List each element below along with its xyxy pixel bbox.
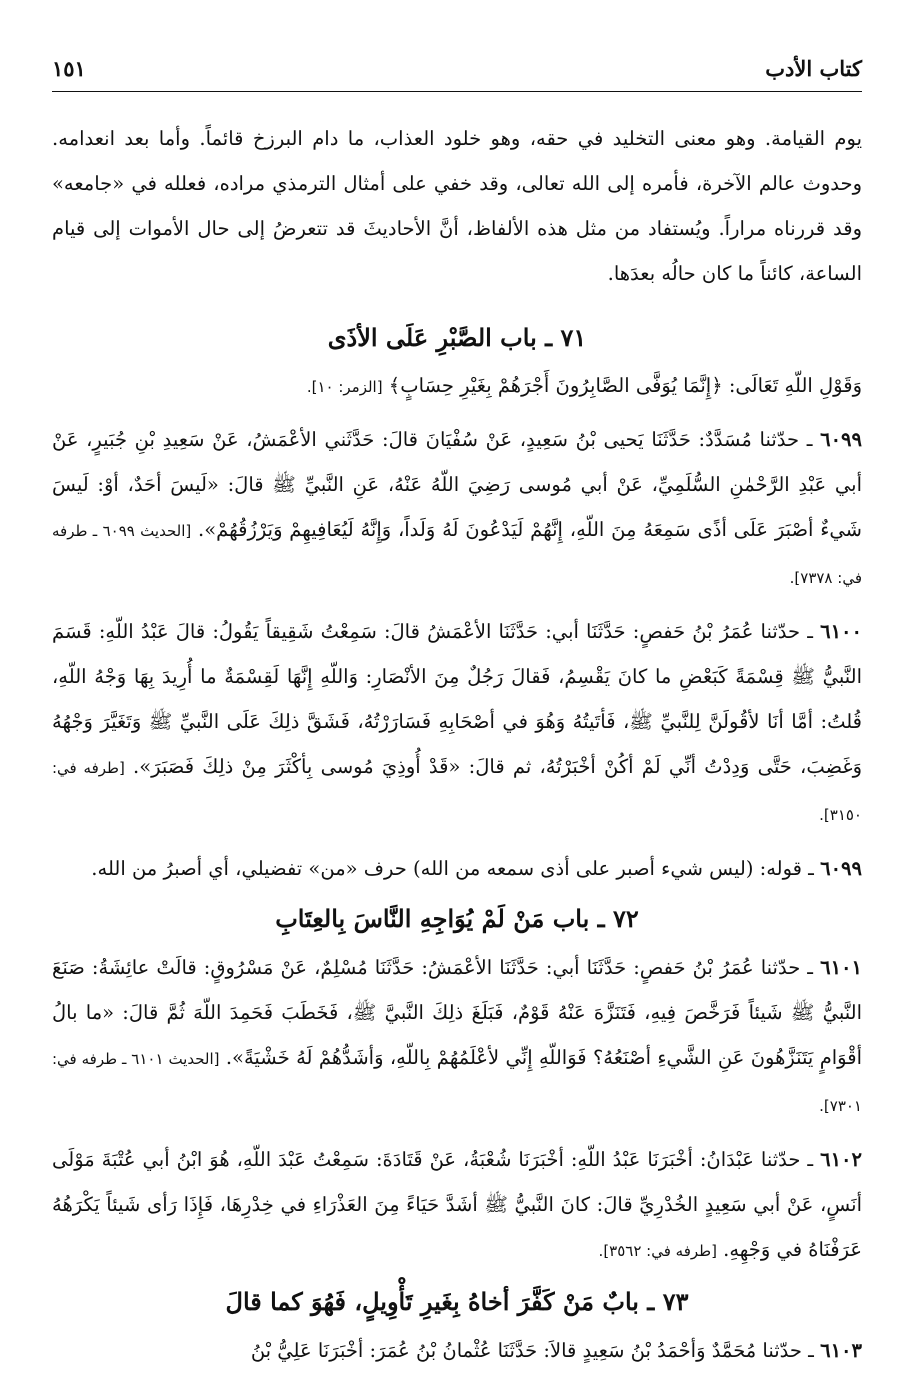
chapter-heading-73: ٧٣ ـ بابٌ مَنْ كَفَّرَ أخاهُ بِغَيرِ تَأْوِيلٍ، فَهُوَ كما قالَ bbox=[225, 1287, 689, 1316]
commentary-6099 bbox=[52, 846, 862, 891]
commentary-text: ـ قوله: (ليس شيء أصبر على أذى سمعه من الله) حرف «من» تفضيلي، أي أصبرُ من الله. bbox=[91, 857, 821, 880]
hadith-number: ٦١٠٣ bbox=[820, 1339, 862, 1362]
running-header bbox=[52, 56, 862, 92]
hadith-6099 bbox=[52, 417, 862, 601]
book-title: كتاب الأدب bbox=[765, 56, 862, 81]
page-number: ١٥١ bbox=[52, 56, 86, 81]
hadith-text: ـ حدّثنا عُمَرُ بْنُ حَفصٍ: حَدَّثَنَا أبي: حَدَّثَنَا الأعْمَشُ: حَدَّثَنَا مُسْلِمٌ، عَنْ مَسْرُوقٍ: قالَتْ عائِشَةُ: صَنَعَ النَّبيُّ ﷺ شَيئاً فَرَخَّصَ فِيهِ، فَتَنَزَّهَ عَنْهُ قَوْمٌ، فَبَلَغَ ذلِكَ النَّبيَّ ﷺ، فَخَطَبَ فَحَمِدَ اللّهَ ثُمَّ قالَ: «ما بالُ أقْوَامٍ يَتَنَزَّهُونَ عَنِ الشَّيءِ أصْنَعُهُ؟ فَوَاللّهِ إِنِّي لأعْلَمُهُمْ بِاللّهِ، وَأشَدُّهُمْ لَهُ خَشْيَةً». bbox=[52, 956, 862, 1069]
hadith-6103 bbox=[52, 1328, 862, 1373]
hadith-text: ـ حدّثنا عَبْدَانُ: أخْبَرَنَا عَبْدُ اللّهِ: أخْبَرَنَا شُعْبَةُ، عَنْ قَتَادَةَ: سَمِعْتُ عَبْدَ اللّهِ، هُوَ ابْنُ أبي عُتْبَةَ مَوْلَى أنَسٍ، عَنْ أبي سَعِيدٍ الخُدْرِيِّ قالَ: كانَ النَّبيُّ ﷺ أشَدَّ حَيَاءً مِنَ العَذْرَاءِ في خِدْرِهَا، فَإِذَا رَأى شَيئاً يَكْرَهُهُ عَرَفْنَاهُ في وَجْهِهِ. bbox=[52, 1148, 862, 1261]
chapter-heading-72: ٧٢ ـ باب مَنْ لَمْ يُوَاجِهِ النَّاسَ بِالعِتَابِ bbox=[275, 904, 639, 933]
hadith-text: ـ حدّثنا عُمَرُ بْنُ حَفصٍ: حَدَّثَنَا أبي: حَدَّثَنَا الأعْمَشُ قالَ: سَمِعْتُ شَقِيقاً يَقُولُ: قالَ عَبْدُ اللّهِ: قَسَمَ النَّبيُّ ﷺ قِسْمَةً كَبَعْضِ ما كانَ يَقْسِمُ، فَقالَ رَجُلٌ مِنَ الأنْصَارِ: وَاللّهِ إِنَّهَا لَقِسْمَةٌ ما أُرِيدَ بِهَا وَجْهُ اللّهِ، قُلتُ: أمَّا أنَا لأقُولَنَّ لِلنَّبيِّ ﷺ، فَأتَيتُهُ وَهُوَ في أصْحَابِهِ فَسَارَرْتُهُ، فَشَقَّ ذلِكَ عَلَى النَّبيِّ ﷺ وَتَغَيَّرَ وَجْهُهُ وَغَضِبَ، حَتَّى وَدِدْتُ أنِّي لَمْ أكُنْ أخْبَرْتُهُ، ثم قالَ: «قَدْ أُوذِيَ مُوسى بِأكْثَرَ مِنْ ذلِكَ فَصَبَرَ». bbox=[52, 620, 862, 778]
cross-reference: [طرفه في: ٣١٥٠]. bbox=[52, 759, 862, 824]
hadith-number: ٦٠٩٩ bbox=[820, 428, 862, 451]
hadith-6101 bbox=[52, 945, 862, 1129]
quran-verse bbox=[52, 364, 862, 409]
hadith-text: ـ حدّثنا مُحَمَّدٌ وَأحْمَدُ بْنُ سَعِيدٍ قالاَ: حَدَّثَنَا عُثْمانُ بْنُ عُمَرَ: أخْبَرَنَا عَلِيُّ بْنُ bbox=[250, 1339, 821, 1362]
cross-reference: [طرفه في: ٣٥٦٢]. bbox=[598, 1242, 717, 1260]
continued-commentary: يوم القيامة. وهو معنى التخليد في حقه، وهو خلود العذاب، ما دام البرزخ قائماً. وأما بعد انعدامه. وحدوث عالم الآخرة، فأمره إلى الله تعالى، وقد خفي على أمثال الترمذي مراده، فعلله في «جامعه» وقد قررناه مراراً. ويُستفاد من مثل هذه الألفاظ، أنَّ الأحاديثَ قد تتعرضُ إلى حال الأموات إلى قيام الساعة، كائناً ما كان حالُه بعدَها. bbox=[52, 127, 862, 285]
page-content bbox=[52, 116, 862, 1381]
hadith-6102 bbox=[52, 1137, 862, 1274]
hadith-6100 bbox=[52, 609, 862, 838]
verse-reference: [الزمر: ١٠]. bbox=[306, 378, 383, 396]
hadith-number: ٦١٠٠ bbox=[820, 620, 862, 643]
commentary-number: ٦٠٩٩ bbox=[820, 857, 862, 880]
hadith-text: ـ حدّثنا مُسَدَّدٌ: حَدَّثَنَا يَحيى بْنُ سَعِيدٍ، عَنْ سُفْيَانَ قالَ: حَدَّثَني الأعْمَشُ، عَنْ سَعِيدِ بْنِ جُبَيرٍ، عَنْ أبي عَبْدِ الرَّحْمٰنِ السُّلَمِيِّ، عَنْ أبي مُوسى رَضِيَ اللّهُ عَنْهُ، عَنِ النَّبيِّ ﷺ قالَ: «لَيسَ أحَدٌ، أوْ: لَيسَ شَيءٌ أصْبَرَ عَلَى أذًى سَمِعَهُ مِنَ اللّهِ، إِنَّهُمْ لَيَدْعُونَ لَهُ وَلَداً، وَإِنَّهُ لَيُعَافِيهِمْ وَيَرْزُقُهُمْ». bbox=[52, 428, 863, 541]
cross-reference: [الحديث ٦٠٩٩ ـ طرفه في: ٧٣٧٨]. bbox=[52, 522, 862, 587]
hadith-number: ٦١٠٢ bbox=[820, 1148, 862, 1171]
chapter-heading-71: ٧١ ـ باب الصَّبْرِ عَلَى الأذَى bbox=[327, 323, 587, 352]
cross-reference: [الحديث ٦١٠١ ـ طرفه في: ٧٣٠١]. bbox=[52, 1050, 862, 1115]
verse-text: وَقَوْلِ اللّهِ تَعَالَى: ﴿إِنَّمَا يُوَفَّى الصَّابِرُونَ أَجْرَهُمْ بِغَيْرِ حِسَابٍ﴾ bbox=[388, 374, 862, 397]
hadith-number: ٦١٠١ bbox=[820, 956, 862, 979]
